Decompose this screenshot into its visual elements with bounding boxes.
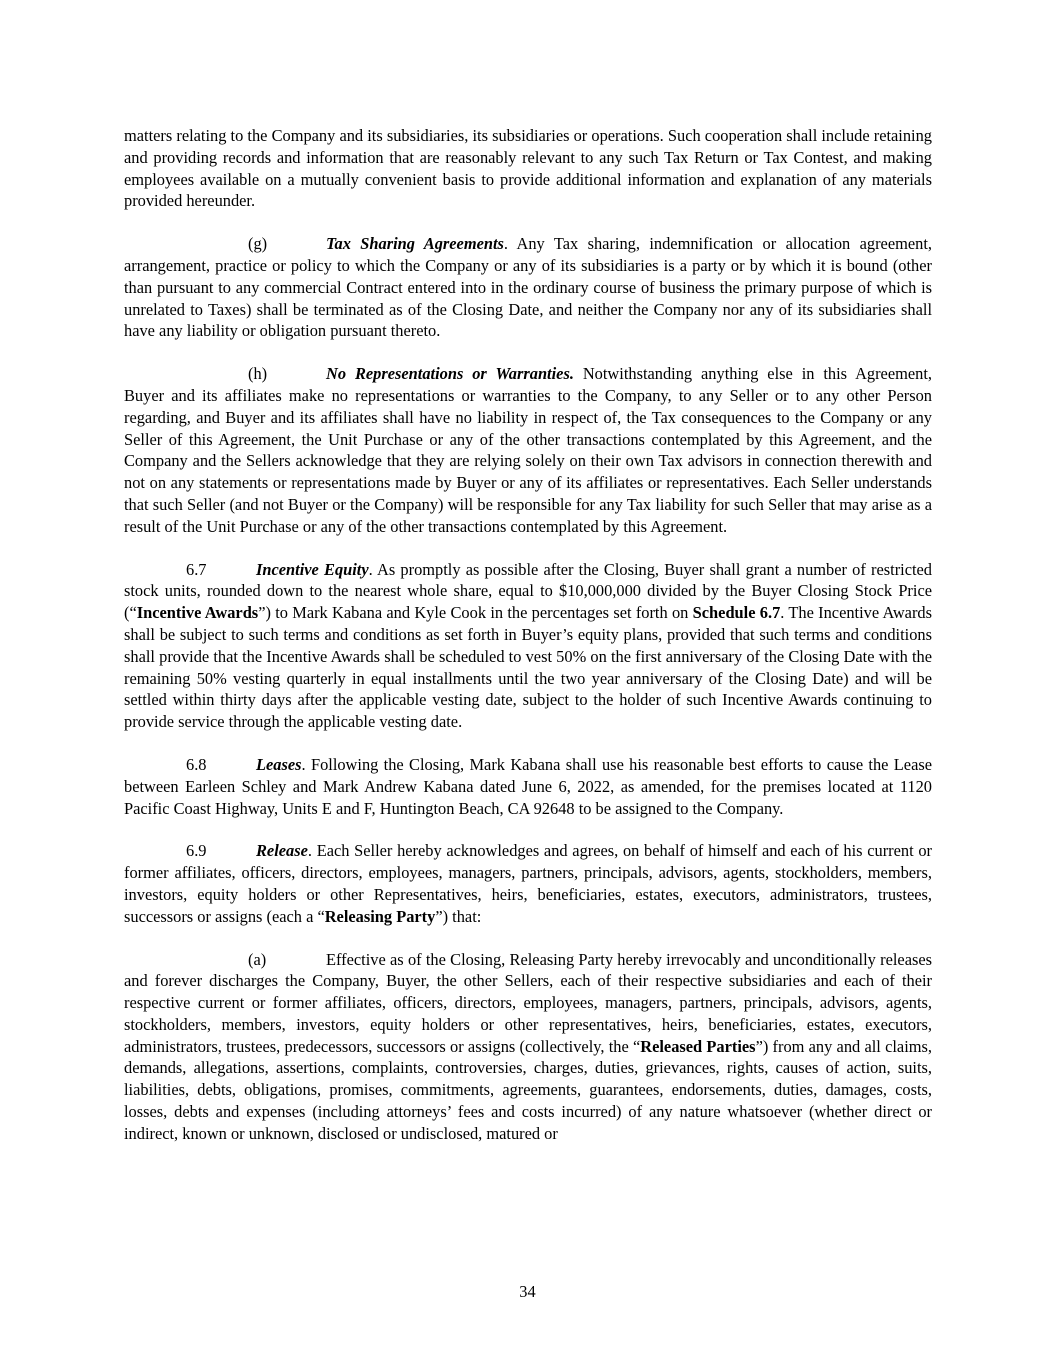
defined-term: Incentive Awards [136, 603, 259, 623]
defined-term: Released Parties [640, 1036, 756, 1056]
section-text: . Following the Closing, Mark Kabana shall use his reasonable best efforts to cause the Lease between Earleen Schley and Mark Andrew Kabana dated June 6, 2022, as amended, for the premises located at 1120 Pacific Coast Highway, Units E and F, Huntington Beach, CA 92648 to be assigned to the Company. [124, 754, 932, 818]
section-heading: Tax Sharing Agreements [326, 234, 504, 254]
section-text: . Any Tax sharing, indemnification or allocation agreement, arrangement, practice or policy to which the Company or any of its subsidiaries is a party or by which it is bound (other than pursuant to any commercial Contract entered into in the ordinary course of business the primary purpose of which is unrelated to Taxes) shall be terminated as of the Closing Date, and neither the Company nor any of its subsidiaries shall have any liability or obligation pursuant thereto. [124, 234, 932, 341]
schedule-reference: Schedule 6.7 [692, 603, 781, 623]
section-text: ”) from any and all claims, demands, allegations, assertions, complaints, controversies, charges, duties, grievances, rights, causes of action, suits, liabilities, debts, obligations, promises, commitments, agreements, guarantees, endorsements, duties, damages, costs, losses, debts and expenses (including attorneys’ fees and costs incurred) of any nature whatsoever (whether direct or indirect, known or unknown, disclosed or undisclosed, matured or [124, 1036, 932, 1143]
section-number: 6.9 [186, 841, 207, 861]
section-heading: Release [256, 841, 308, 861]
section-h [124, 363, 932, 537]
paragraph-text: matters relating to the Company and its subsidiaries, its subsidiaries or operations. Such cooperation shall include retaining and providing records and information that are reasonably relevant to any such Tax Return or Tax Contest, and making employees available on a mutually convenient basis to provide additional information and explanation of any materials provided hereunder. [124, 126, 932, 211]
section-heading: Leases [256, 754, 302, 774]
section-heading: No Representations or Warranties. [326, 364, 574, 384]
section-text: . As promptly as possible after the Closing, Buyer shall grant a number of restricted stock units, rounded down to the nearest whole share, equal to $10,000,000 divided by the Buyer Closing Stock Price (“ [124, 559, 932, 623]
section-text: ”) to Mark Kabana and Kyle Cook in the percentages set forth on [258, 603, 693, 623]
section-text: ”) that: [435, 906, 482, 926]
section-number: 6.8 [186, 754, 207, 774]
section-g [124, 233, 932, 342]
document-page [124, 125, 932, 1166]
section-number: (h) [248, 364, 268, 384]
section-a [124, 949, 932, 1145]
section-heading: Incentive Equity [256, 559, 369, 579]
section-6-7 [124, 559, 932, 733]
section-number: (g) [248, 234, 268, 254]
section-text: . Each Seller hereby acknowledges and agrees, on behalf of himself and each of his current or former affiliates, officers, directors, employees, managers, partners, principals, advisors, agents, stockholders, members, investors, equity holders or other Representatives, heirs, beneficiaries, estates, executors, administrators, trustees, successors or assigns (each a “ [124, 841, 932, 926]
section-6-8 [124, 754, 932, 819]
page-number: 34 [519, 1282, 536, 1301]
section-text: Notwithstanding anything else in this Agreement, Buyer and its affiliates make no representations or warranties to the Company, to any Seller or to any other Person regarding, and Buyer and its affiliates shall have no liability in respect of, the Tax consequences to the Company or any Seller of this Agreement, the Unit Purchase or any of the other transactions contemplated by this Agreement, and the Company and the Sellers acknowledge that they are relying solely on their own Tax advisors in connection therewith and not on any statements or representations made by Buyer or any of its affiliates or representatives. Each Seller understands that such Seller (and not Buyer or the Company) will be responsible for any Tax liability for such Seller that may arise as a result of the Unit Purchase or any of the other transactions contemplated by this Agreement. [124, 364, 932, 536]
paragraph-continuation [124, 125, 932, 212]
section-number: 6.7 [186, 559, 207, 579]
section-text: Effective as of the Closing, Releasing Party hereby irrevocably and unconditionally releases and forever discharges the Company, Buyer, the other Sellers, each of their respective subsidiaries and each of their respective current or former affiliates, officers, directors, employees, managers, partners, principals, advisors, agents, stockholders, members, investors, equity holders or other representatives, heirs, beneficiaries, estates, executors, administrators, trustees, predecessors, successors or assigns (collectively, the “ [124, 949, 932, 1056]
section-number: (a) [248, 949, 267, 969]
section-text: . The Incentive Awards shall be subject to such terms and conditions as set forth in Buyer’s equity plans, provided that such terms and conditions shall provide that the Incentive Awards shall be scheduled to vest 50% on the first anniversary of the Closing Date with the remaining 50% vesting quarterly in equal installments until the two year anniversary of the Closing Date) and will be settled within thirty days after the applicable vesting date, subject to the holder of such Incentive Awards continuing to provide service through the applicable vesting date. [124, 603, 932, 732]
defined-term: Releasing Party [324, 906, 436, 926]
section-6-9 [124, 840, 932, 927]
